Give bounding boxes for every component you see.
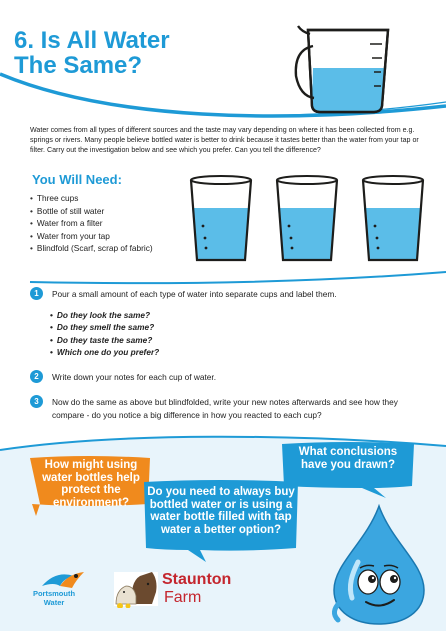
cup-icon bbox=[363, 176, 423, 260]
portsmouth-logo-line2: Water bbox=[43, 597, 65, 607]
needs-heading: You Will Need: bbox=[32, 172, 122, 187]
staunton-logo-line1: Staunton bbox=[162, 571, 232, 588]
list-item: • Water from a filter bbox=[30, 217, 153, 230]
page-title-line2: The Same? bbox=[14, 52, 143, 79]
step-text: Now do the same as above but blindfolded, write your new notes afterwards and see how they compare - do you notice a big difference in how you reacted to each cup? bbox=[52, 397, 398, 420]
blue-speech-bubble-middle: Do you need to always buy bottled water or is using a water bottle filled with tap water a better option? bbox=[147, 486, 295, 536]
list-item: • Water from your tap bbox=[30, 230, 153, 243]
intro-text: Water comes from all types of different sources and the taste may vary depending on where it has been collected from e.g. springs or rivers. Many people believe bottled water is better to drink because it tastes better than the water from your tap or filter. Carry out the investigation below and see which you prefer. Can you tell the difference? bbox=[30, 126, 419, 155]
three-cups-illustration bbox=[185, 168, 435, 268]
water-drop-mascot-icon bbox=[326, 502, 432, 628]
portsmouth-water-logo bbox=[24, 590, 84, 607]
step-number: 2 bbox=[30, 370, 43, 383]
question-list bbox=[50, 309, 159, 359]
staunton-logo-line2: Farm bbox=[164, 589, 202, 606]
list-item: • Which one do you prefer? bbox=[50, 346, 159, 358]
list-item: • Bottle of still water bbox=[30, 205, 153, 218]
divider-swoosh bbox=[0, 262, 446, 288]
portsmouth-logo-line1: Portsmouth bbox=[32, 589, 76, 598]
orange-speech-bubble: How might using water bottles help protect the environment? bbox=[42, 459, 140, 509]
list-item: • Do they taste the same? bbox=[50, 334, 159, 346]
needs-list bbox=[30, 192, 153, 255]
cup-icon bbox=[191, 176, 251, 260]
cup-icon bbox=[277, 176, 337, 260]
staunton-farm-animals-icon bbox=[112, 568, 160, 608]
staunton-farm-logo bbox=[162, 571, 231, 607]
list-item: • Blindfold (Scarf, scrap of fabric) bbox=[30, 242, 153, 255]
blue-speech-bubble-top: What conclusions have you drawn? bbox=[298, 446, 398, 471]
step-text: Write down your notes for each cup of water. bbox=[52, 372, 217, 382]
page-title-line1: 6. Is All Water bbox=[14, 27, 170, 54]
step-number: 3 bbox=[30, 395, 43, 408]
list-item: • Do they smell the same? bbox=[50, 321, 159, 333]
step-text: Pour a small amount of each type of water into separate cups and label them. bbox=[52, 289, 337, 299]
list-item: • Three cups bbox=[30, 192, 153, 205]
list-item: • Do they look the same? bbox=[50, 309, 159, 321]
step-number: 1 bbox=[30, 287, 43, 300]
measuring-jug-icon bbox=[292, 20, 402, 116]
